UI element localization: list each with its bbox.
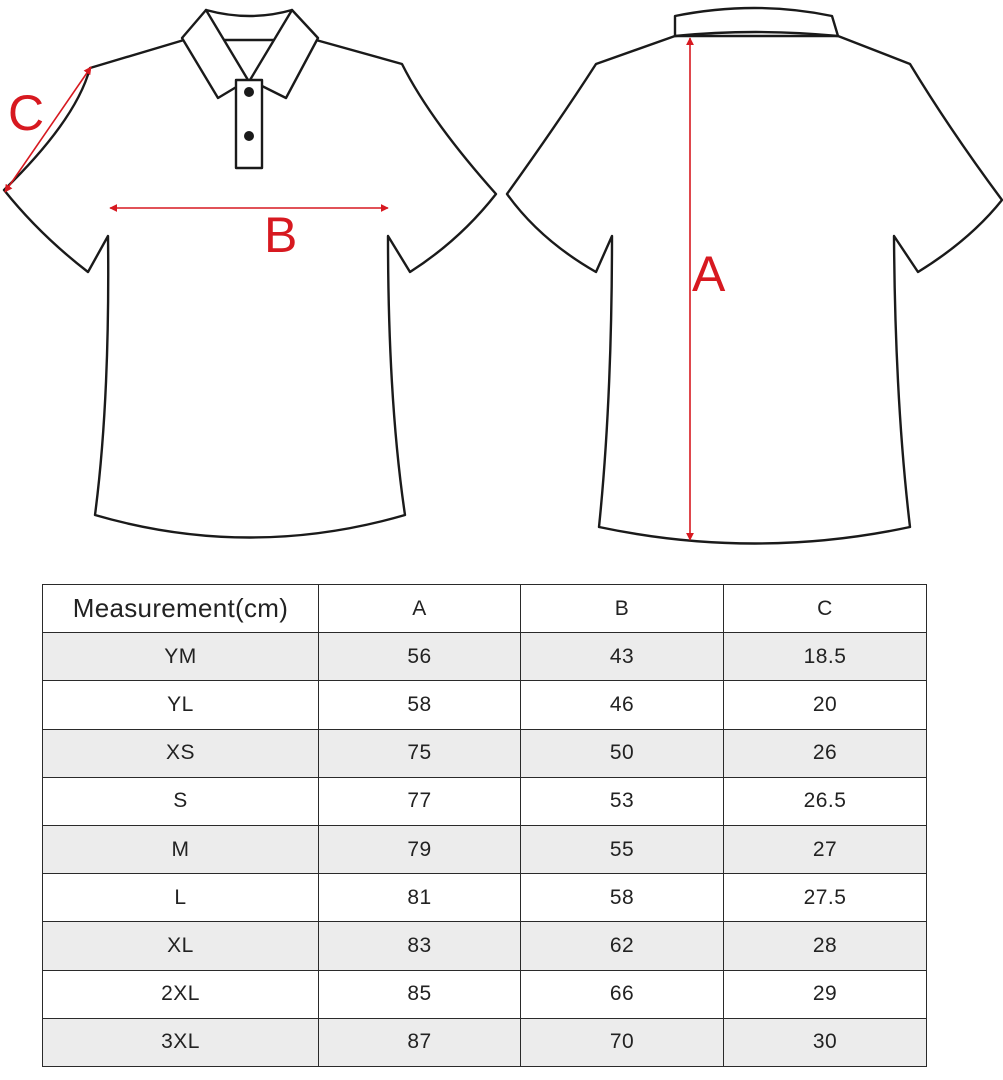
table-row — [43, 681, 927, 729]
table-row — [43, 729, 927, 777]
b-cell: 50 — [521, 729, 724, 777]
header-b: B — [521, 585, 724, 633]
b-cell: 55 — [521, 825, 724, 873]
a-cell: 75 — [319, 729, 521, 777]
c-cell: 26.5 — [724, 777, 927, 825]
a-cell: 56 — [319, 633, 521, 681]
button-icon-top — [244, 87, 254, 97]
table-row — [43, 633, 927, 681]
a-cell: 87 — [319, 1018, 521, 1066]
shirt-front-collar-band — [206, 10, 292, 16]
a-cell: 83 — [319, 922, 521, 970]
size-cell: L — [43, 874, 319, 922]
header-c: C — [724, 585, 927, 633]
b-cell: 46 — [521, 681, 724, 729]
table-row — [43, 874, 927, 922]
shirt-back-icon — [507, 8, 1002, 544]
header-measurement: Measurement(cm) — [43, 585, 319, 633]
size-cell: M — [43, 825, 319, 873]
b-cell: 62 — [521, 922, 724, 970]
table-row — [43, 970, 927, 1018]
size-cell: 3XL — [43, 1018, 319, 1066]
c-cell: 30 — [724, 1018, 927, 1066]
a-cell: 58 — [319, 681, 521, 729]
c-cell: 28 — [724, 922, 927, 970]
b-cell: 43 — [521, 633, 724, 681]
size-cell: XL — [43, 922, 319, 970]
measure-label-a: A — [692, 246, 726, 302]
size-cell: 2XL — [43, 970, 319, 1018]
shirt-back-collar — [675, 8, 838, 36]
b-cell: 66 — [521, 970, 724, 1018]
c-cell: 18.5 — [724, 633, 927, 681]
size-cell: YL — [43, 681, 319, 729]
c-cell: 27 — [724, 825, 927, 873]
measure-label-c: C — [8, 85, 45, 141]
size-cell: XS — [43, 729, 319, 777]
a-cell: 81 — [319, 874, 521, 922]
a-cell: 77 — [319, 777, 521, 825]
size-cell: YM — [43, 633, 319, 681]
measure-label-b: B — [264, 207, 298, 263]
b-cell: 70 — [521, 1018, 724, 1066]
c-cell: 26 — [724, 729, 927, 777]
table-row — [43, 1018, 927, 1066]
a-cell: 85 — [319, 970, 521, 1018]
table-row — [43, 825, 927, 873]
table-header-row — [43, 585, 927, 633]
table-row — [43, 777, 927, 825]
c-cell: 20 — [724, 681, 927, 729]
b-cell: 58 — [521, 874, 724, 922]
table-row — [43, 922, 927, 970]
button-icon-bottom — [244, 131, 254, 141]
size-cell: S — [43, 777, 319, 825]
shirt-front-icon — [4, 10, 496, 538]
a-cell: 79 — [319, 825, 521, 873]
c-cell: 29 — [724, 970, 927, 1018]
b-cell: 53 — [521, 777, 724, 825]
shirt-back-body — [507, 36, 1002, 544]
header-a: A — [319, 585, 521, 633]
c-cell: 27.5 — [724, 874, 927, 922]
size-chart-table — [42, 584, 927, 1067]
